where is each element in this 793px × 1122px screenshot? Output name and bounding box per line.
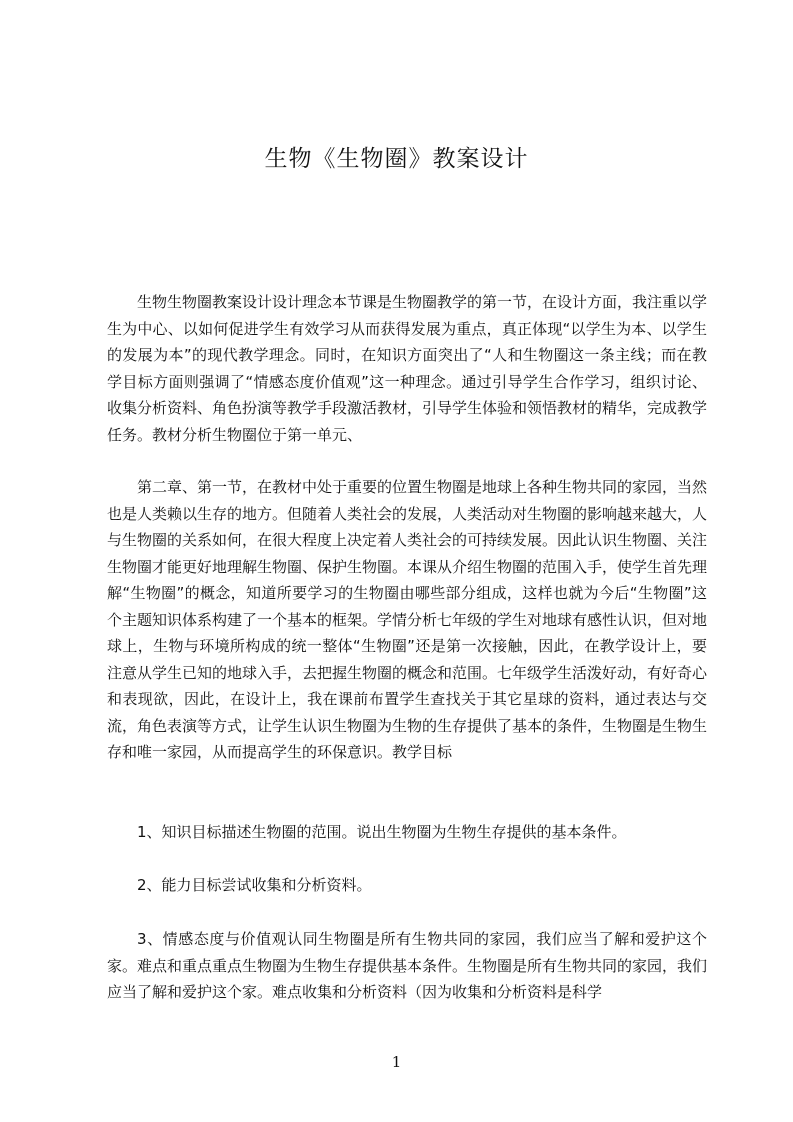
paragraph-text: 1、知识目标描述生物圈的范围。说出生物圈为生物生存提供的基本条件。: [137, 823, 627, 841]
paragraph-knowledge-goal: [107, 819, 707, 846]
paragraph-ability-goal: [107, 872, 707, 899]
document-title: 生物《生物圈》教案设计: [264, 146, 529, 172]
paragraph-text: 3、情感态度与价值观认同生物圈是所有生物共同的家园，我们应当了解和爱护这个家。难点和重点重点生物圈为生物生存提供基本条件。生物圈是所有生物共同的家园，我们应当了解和爱护这个家。难点收集和分析资料（因为收集和分析资料是科学: [107, 930, 708, 1001]
paragraph-text: 第二章、第一节，在教材中处于重要的位置生物圈是地球上各种生物共同的家园，当然也是人类赖以生存的地方。但随着人类社会的发展，人类活动对生物圈的影响越来越大，人与生物圈的关系如何，在很大程度上决定着人类社会的可持续发展。因此认识生物圈、关注生物圈才能更好地理解生物圈、保护生物圈。本课从介绍生物圈的范围入手，使学生首先理解“生物圈”的概念，知道所要学习的生物圈由哪些部分组成，这样也就为今后“生物圈”这个主题知识体系构建了一个基本的框架。学情分析七年级的学生对地球有感性认识，但对地球上，生物与环境所构成的统一整体“生物圈”还是第一次接触，因此，在教学设计上，要注意从学生已知的地球入手，去把握生物圈的概念和范围。七年级学生活泼好动，有好奇心和表现欲，因此，在设计上，我在课前布置学生查找关于其它星球的资料，通过表达与交流，角色表演等方式，让学生认识生物圈为生物的生存提供了基本的条件，生物圈是生物生存和唯一家园，从而提高学生的环保意识。教学目标: [107, 478, 708, 761]
paragraph-text: 2、能力目标尝试收集和分析资料。: [137, 876, 372, 894]
paragraph-text: 生物生物圈教案设计设计理念本节课是生物圈教学的第一节，在设计方面，我注重以学生为中心、以如何促进学生有效学习从而获得发展为重点，真正体现“以学生为本、以学生的发展为本”的现代教学理念。同时，在知识方面突出了“人和生物圈这一条主线；而在教学目标方面则强调了“情感态度价值观”这一种理念。通过引导学生合作学习，组织讨论、收集分析资料、角色扮演等教学手段激活教材，引导学生体验和领悟教材的精华，完成教学任务。教材分析生物圈位于第一单元、: [107, 293, 708, 444]
paragraph-emotion-goal: [107, 926, 707, 1006]
paragraph-textbook-analysis: [107, 474, 707, 766]
page-number: 1: [391, 1053, 402, 1071]
paragraph-design-concept: [107, 289, 707, 448]
